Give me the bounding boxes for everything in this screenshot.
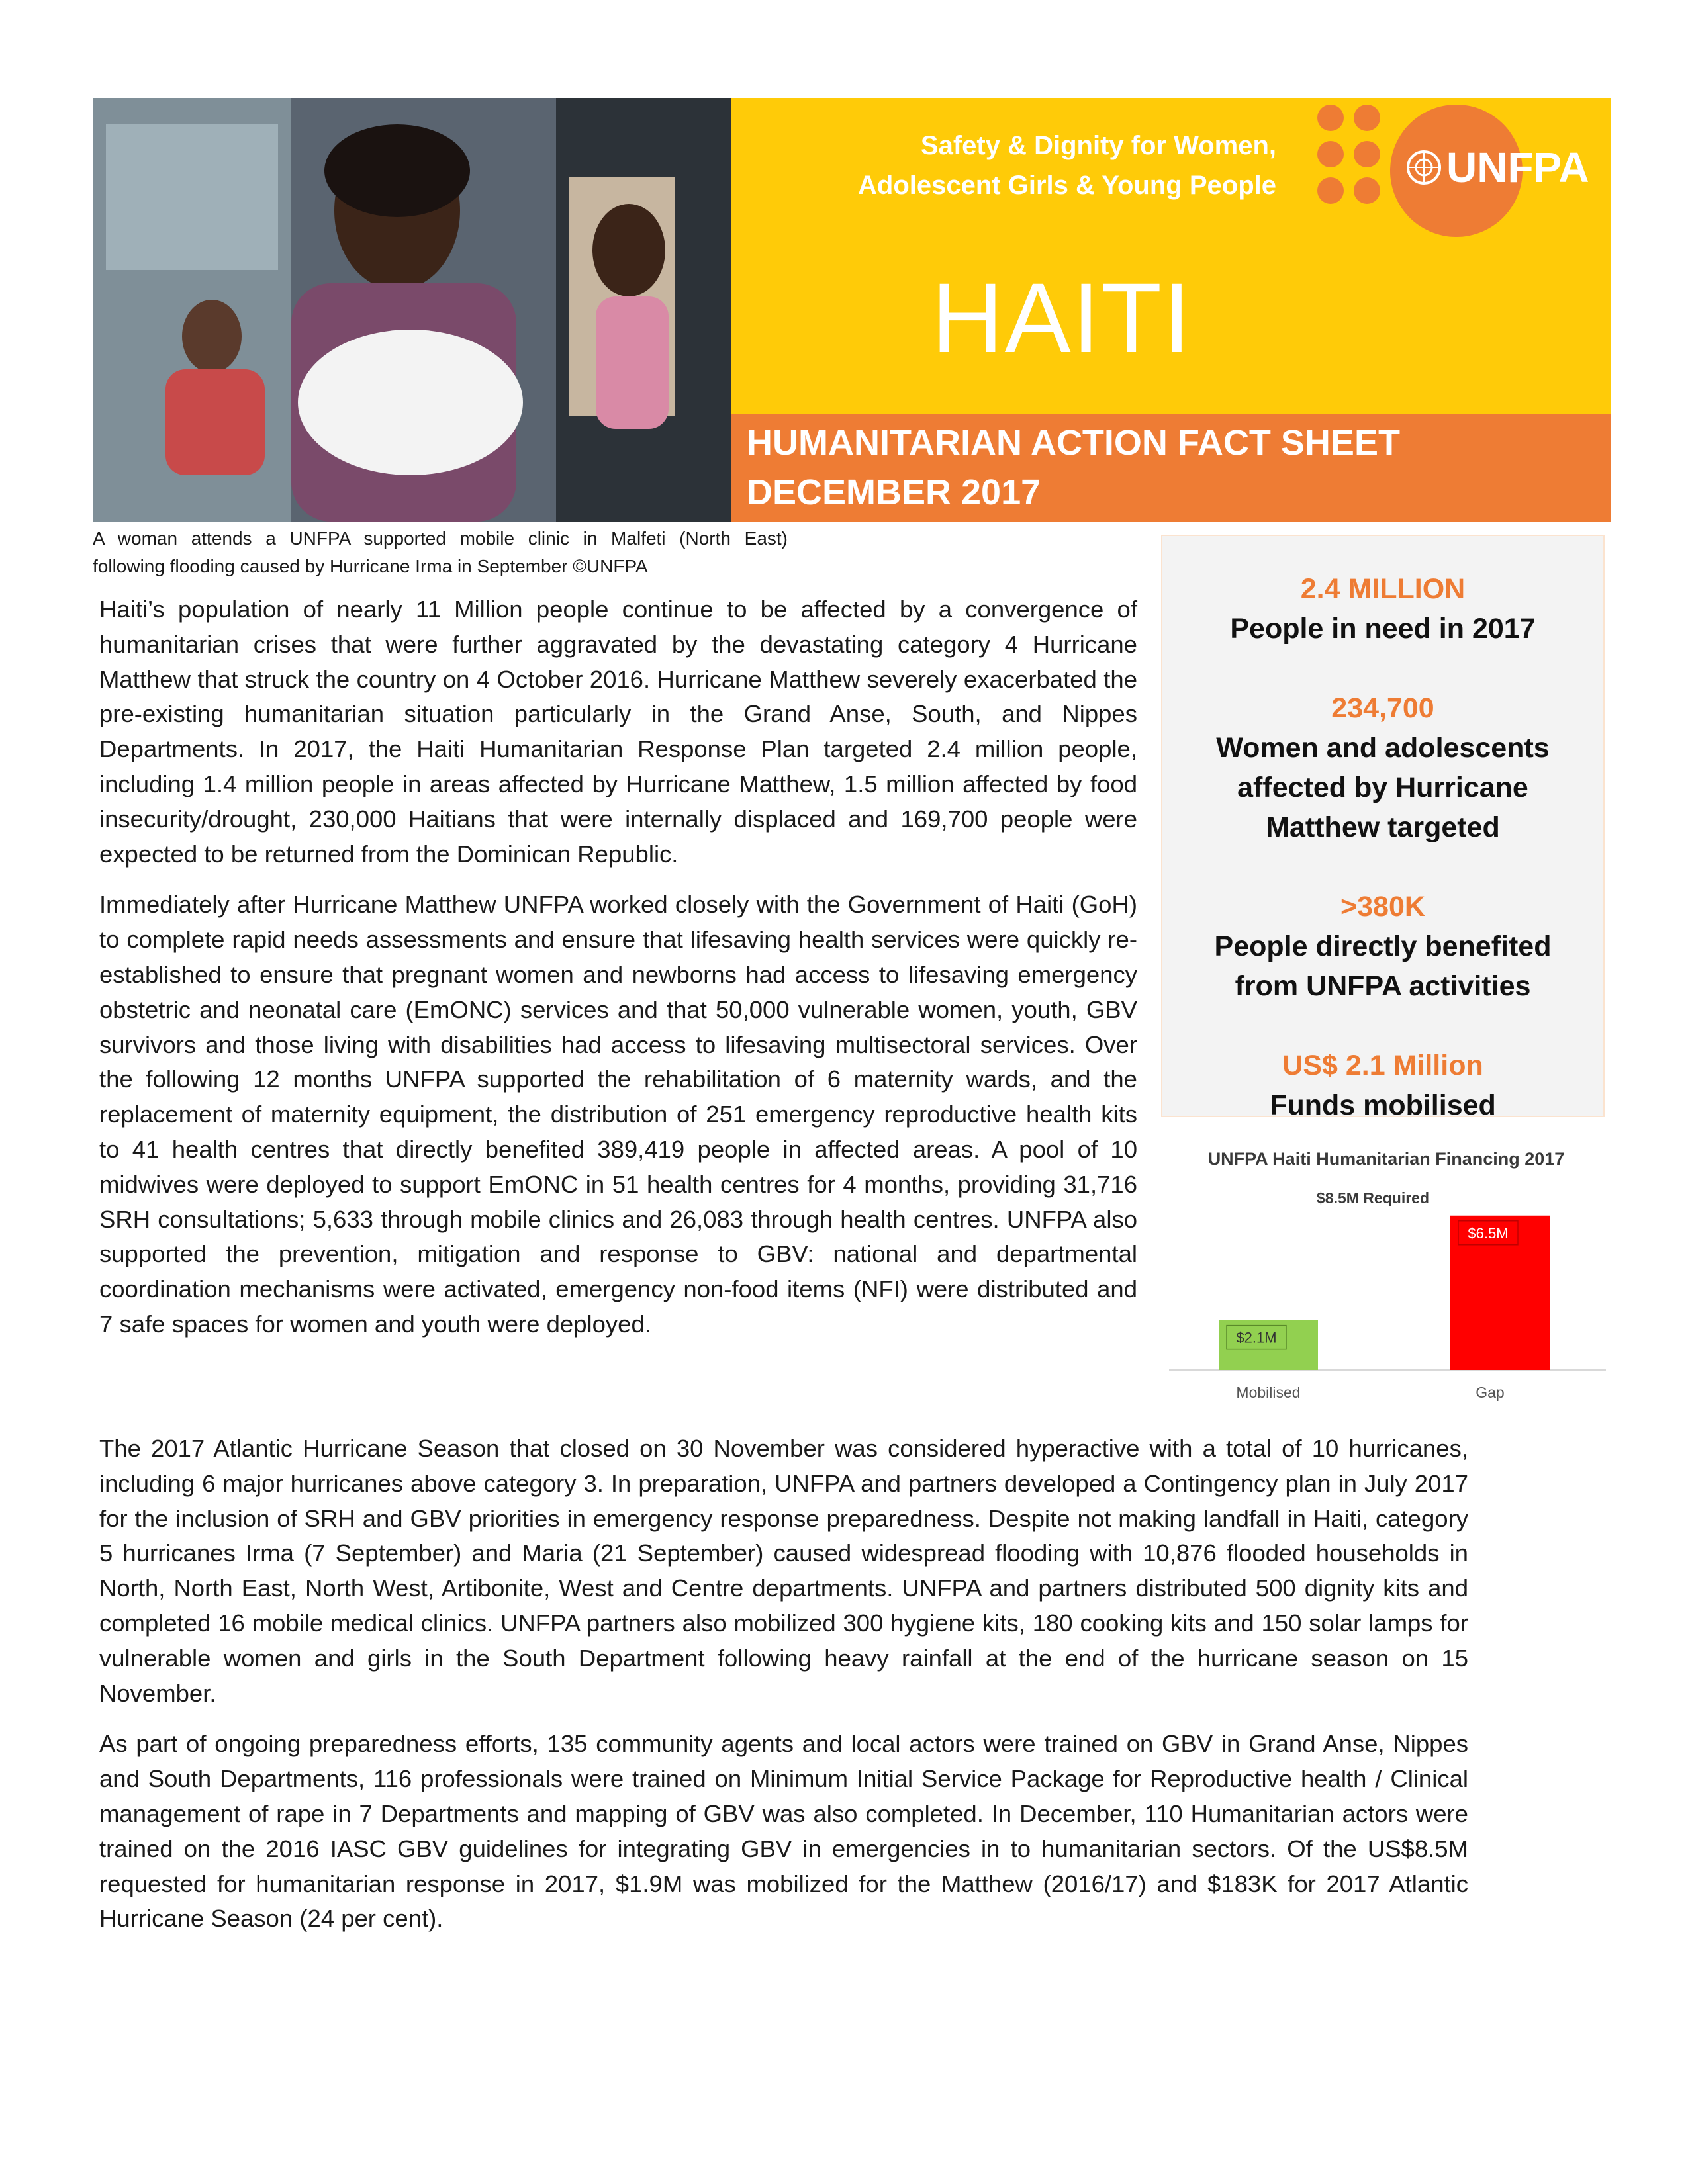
paragraph-hurricane-season: The 2017 Atlantic Hurricane Season that closed on 30 November was considered hyperactive with a total of 10 hurricanes, including 6 major hurricanes above category 3. In preparation, UNFPA and partners developed a Contingency plan in July 2017 for the inclusion of SRH and GBV priorities in emergency response preparedness. Despite not making landfall in Haiti, category 5 hurricanes Irma (7 September) and Maria (21 September) caused widespread flooding with 10,876 flooded households in North, North East, North West, Artibonite, West and Centre departments. UNFPA and partners distributed 500 dignity kits and completed 16 mobile medical clinics. UNFPA partners also mobilized 300 hygiene kits, 180 cooking kits and 150 solar lamps for vulnerable women and girls in the South Department following heavy rainfall at the end of the hurricane season on 15 November. (99, 1435, 1468, 1707)
logo-wordmark: UNFPA (1446, 144, 1589, 191)
logo-dot (1354, 105, 1380, 131)
financing-chart (1169, 1137, 1606, 1415)
fact-sheet-heading (747, 418, 1601, 518)
stat-label: Women and adolescents affected by Hurricane Matthew targeted (1216, 732, 1550, 843)
tagline-line-1: Safety & Dignity for Women, (920, 131, 1276, 160)
main-column (99, 1432, 1468, 1952)
logo-dot (1354, 177, 1380, 204)
paragraph-context: Haiti’s population of nearly 11 Million people continue to be affected by a convergence of humanitarian crises that were further aggravated by the devastating category 4 Hurricane Matthew that struck the country on 4 October 2016. Hurricane Matthew severely exacerbated the pre-existing humanitarian situation particularly in the Grand Anse, South, and Nippes Departments. In 2017, the Haiti Humanitarian Response Plan targeted 2.4 million people, including 1.4 million people in areas affected by Hurricane Matthew, 1.5 million affected by food insecurity/drought, 230,000 Haitians that were internally displaced and 169,700 people were expected to be returned from the Dominican Republic. (99, 596, 1137, 868)
logo-dot (1317, 141, 1344, 167)
logo-dot (1317, 177, 1344, 204)
country-title: HAITI (931, 262, 1192, 373)
photo-caption (93, 525, 788, 580)
un-emblem-icon (1405, 148, 1443, 187)
stat-label: People in need in 2017 (1230, 613, 1536, 645)
stat-label: People directly benefited from UNFPA activities (1214, 931, 1552, 1002)
fact-sheet-title: HUMANITARIAN ACTION FACT SHEET (747, 423, 1400, 463)
chart-data-label: $2.1M (1236, 1329, 1277, 1346)
tagline-line-2: Adolescent Girls & Young People (858, 171, 1276, 200)
intro-column (99, 592, 1137, 1358)
fact-sheet-date: DECEMBER 2017 (747, 473, 1041, 512)
hero-photo-illustration (93, 98, 731, 522)
logo-dot (1317, 105, 1344, 131)
stat-number: US$ 2.1 Million (1282, 1050, 1483, 1081)
stat-number: 234,700 (1331, 692, 1434, 724)
stat-number: >380K (1340, 891, 1425, 923)
key-figures-box (1161, 535, 1605, 1121)
paragraph-response: Immediately after Hurricane Matthew UNFPA worked closely with the Government of Haiti (GoH) to complete rapid needs assessments and ensure that lifesaving health services were quickly re-established to ensure that pregnant women and newborns had access to lifesaving emergency obstetric and neonatal care (EmONC) services and that 50,000 vulnerable women, youth, GBV survivors and those living with disabilities had access to lifesaving multisectoral services. Over the following 12 months UNFPA supported the rehabilitation of 6 maternity wards, and the replacement of maternity equipment, the distribution of 251 emergency reproductive health kits to 41 health centres that directly benefited 389,419 people in affected areas. A pool of 10 midwives were deployed to support EmONC in 51 health centres for 4 months, providing 31,716 SRH consultations; 5,633 through mobile clinics and 26,083 through health centres. UNFPA also supported the prevention, mitigation and response to GBV: national and departmental coordination mechanisms were activated, emergency non-food items (NFI) were distributed and 7 safe spaces for women and youth were deployed. (99, 891, 1137, 1338)
chart-title: UNFPA Haiti Humanitarian Financing 2017 (1207, 1149, 1565, 1169)
stat-people-in-need (1162, 569, 1603, 649)
financing-chart-svg (1169, 1137, 1606, 1415)
logo-dot (1354, 141, 1380, 167)
stat-women-targeted (1162, 688, 1603, 847)
hero-photo (93, 98, 731, 522)
stat-label: Funds mobilised (1270, 1089, 1496, 1121)
photo-caption-line-2: following flooding caused by Hurricane Irma in September ©UNFPA (93, 556, 648, 576)
unfpa-logo (1317, 105, 1602, 230)
paragraph-preparedness: As part of ongoing preparedness efforts, 135 community agents and local actors were trained on GBV in Grand Anse, Nippes and South Departments, 116 professionals were trained on Minimum Initial Service Package for Reproductive health / Clinical management of rape in 7 Departments and mapping of GBV was also completed. In December, 110 Humanitarian actors were trained on the 2016 IASC GBV guidelines for integrating GBV in emergencies in to humanitarian sectors. Of the US$8.5M requested for humanitarian response in 2017, $1.9M was mobilized for the Matthew (2016/17) and $183K for 2017 Atlantic Hurricane Season (24 per cent). (99, 1730, 1468, 1933)
chart-category-label: Gap (1476, 1384, 1505, 1401)
tagline (731, 126, 1276, 205)
chart-data-label: $6.5M (1468, 1224, 1509, 1242)
chart-category-label: Mobilised (1236, 1384, 1301, 1401)
stat-funds-mobilised (1162, 1046, 1603, 1125)
photo-caption-line-1: A woman attends a UNFPA supported mobile clinic in Malfeti (North East) (93, 528, 788, 549)
chart-annotation: $8.5M Required (1317, 1189, 1429, 1206)
stat-people-benefited (1162, 887, 1603, 1006)
stat-number: 2.4 MILLION (1300, 573, 1466, 605)
